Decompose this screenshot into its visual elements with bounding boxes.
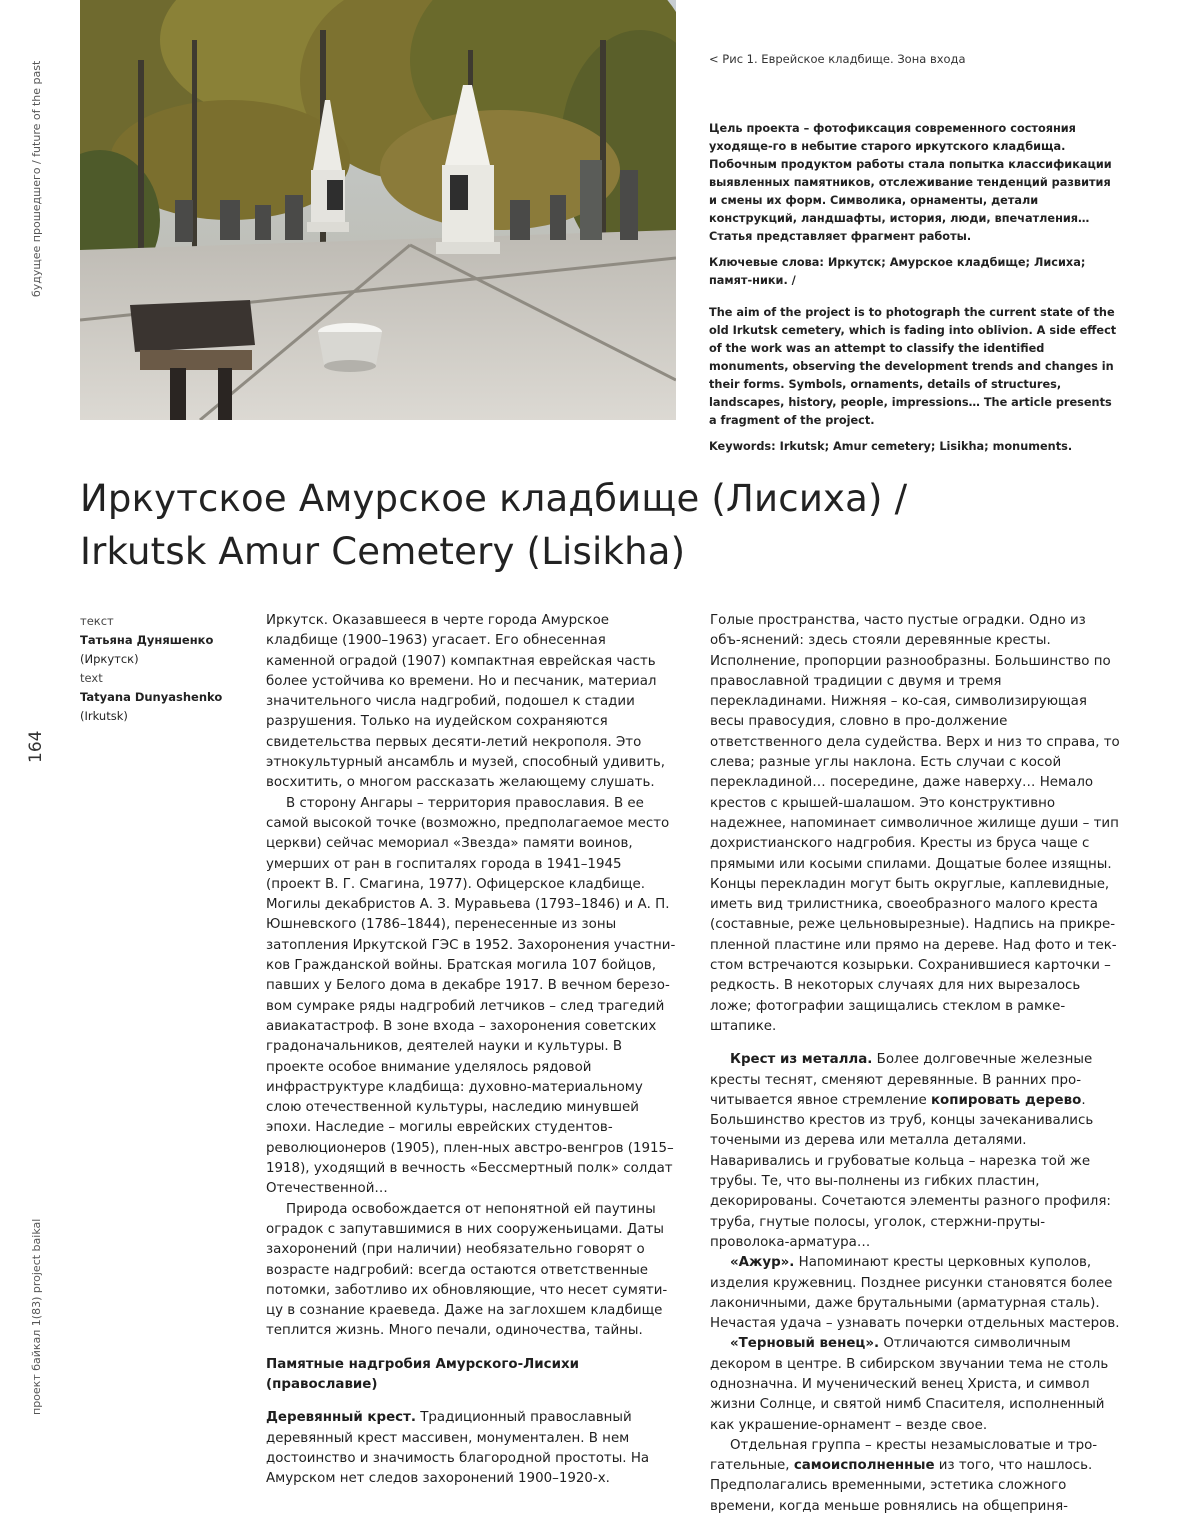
author-credits bbox=[80, 612, 222, 726]
keywords-ru: Ключевые слова: Иркутск; Амурское кладбище; Лисиха; памят-ники. / bbox=[709, 256, 1086, 287]
author-name-ru: Татьяна Дуняшенко bbox=[80, 633, 214, 647]
paragraph-lead: «Ажур». bbox=[730, 1255, 795, 1271]
abstract bbox=[709, 120, 1121, 456]
paragraph: Отдельная группа – кресты незамысловатые и тро-гательные, самоисполненные из того, что нашлось. Предполагались временными, эстетика сложного времени, когда меньше ровнялись на общеприня- bbox=[710, 1437, 1098, 1514]
section-subheading: Памятные надгробия Амурского-Лисихи (православие) bbox=[266, 1356, 579, 1392]
body-column-2 bbox=[710, 611, 1120, 1517]
abstract-ru: Цель проекта – фотофиксация современного состояния уходяще-го в небытие старого иркутского кладбища. Побочным продуктом работы стала попытка классификации выявленных памятников, отслеживание тенденций развития и смены их форм. Символика, орнаменты, детали конструкций, ландшафты, история, люди, впечатления… Статья представляет фрагмент работы. bbox=[709, 122, 1112, 243]
keywords-en: Keywords: Irkutsk; Amur cemetery; Lisikha; monuments. bbox=[709, 440, 1073, 453]
abstract-en: The aim of the project is to photograph the current state of the old Irkutsk cemetery, which is fading into oblivion. A side effect of the work was an attempt to classify the identified monuments, observing the development trends and changes in their forms. Symbols, ornaments, details of structures, landscapes, history, people, impressions… The article presents a fragment of the project. bbox=[709, 306, 1117, 427]
paragraph: «Ажур». Напоминают кресты церковных куполов, изделия кружевниц. Позднее рисунки становятся более лаконичными, даже брутальными (арматурная сталь). Нечастая удача – узнавать почерки отдельных мастеров. bbox=[710, 1255, 1120, 1332]
article-title bbox=[80, 472, 907, 578]
paragraph: Деревянный крест. Традиционный православный деревянный крест массивен, монументален. В нем достоинство и значимость благородной простоты. На Амурском нет следов захоронений 1900–1920-х. bbox=[266, 1410, 650, 1487]
paragraph: В сторону Ангары – территория православия. В ее самой высокой точке (возможно, предполагаемое место церкви) сейчас мемориал «Звезда» памяти воинов, умерших от ран в госпиталях города в 1941–1945 (проект В. Г. Смагина, 1977). Офицерское кладбище. Могилы декабристов А. З. Муравьева (1793–1846) и А. П. Юшневского (1786–1844), перенесенные из зоны затопления Иркутской ГЭС в 1952. Захоронения участни-ков Гражданской войны. Братская могила 107 бойцов, павших у Белого дома в декабре 1917. В вечном березо-вом сумраке ряды надгробий летчиков – след трагедий авиакатастроф. В зоне входа – захоронения советских градоначальников, деятелей науки и культуры. В проекте особое внимание уделялось рядовой инфраструктуре кладбища: духовно-материальному слою отечественной культуры, наследию минувшей эпохи. Наследие – могилы еврейских студентов-революционеров (1905), плен-ных австро-венгров (1915–1918), уходящий в вечность «Бессмертный полк» солдат Отечественной… bbox=[266, 795, 676, 1197]
journal-issue-label: проект байкал 1(83) project baikal bbox=[30, 1218, 43, 1415]
body-column-1 bbox=[266, 611, 676, 1489]
credit-label-en: text bbox=[80, 671, 103, 685]
paragraph-lead: Крест из металла. bbox=[730, 1052, 873, 1068]
figure-caption: < Рис 1. Еврейское кладбище. Зона входа bbox=[709, 52, 966, 66]
page-number: 164 bbox=[26, 730, 46, 763]
title-en: Irkutsk Amur Cemetery (Lisikha) bbox=[80, 530, 686, 573]
paragraph: Иркутск. Оказавшееся в черте города Амурское кладбище (1900–1963) угасает. Его обнесенная каменной оградой (1907) компактная еврейская часть более устойчива ко времени. Но и песчаник, материал значительного числа надгробий, подошел к стадии разрушения. Только на иудейском сохраняются свидетельства первых десяти-летий некрополя. Это этнокультурный ансамбль и музей, способный удивить, восхитить, о многом рассказать желающему слушать. bbox=[266, 613, 666, 791]
paragraph-lead: «Терновый венец». bbox=[730, 1336, 880, 1352]
author-name-en: Tatyana Dunyashenko bbox=[80, 690, 223, 704]
paragraph: Голые пространства, часто пустые оградки. Одно из объ-яснений: здесь стояли деревянные кресты. Исполнение, пропорции разнообразны. Большинство по православной традиции с двумя и тремя перекладинами. Нижняя – ко-сая, символизирующая весы правосудия, словно в про-должение ответственного дела судейства. Верх и низ то справа, то слева; разные углы наклона. Есть случаи с косой перекладиной… посередине, даже наверху… Немало крестов с крышей-шалашом. Это конструктивно надежнее, напоминает символичное жилище души – тип дохристианского надгробия. Кресты из бруса чаще с прямыми или косыми спилами. Дощатые более изящны. Концы перекладин могут быть округлые, каплевидные, иметь вид трилистника, своеобразного малого креста (составные, реже цельновырезные). Надпись на прикре-пленной пластине или прямо на дереве. Над фото и тек-стом встречаются козырьки. Сохранившиеся карточки – редкость. В некоторых случаях для них вырезалось ложе; фотографии защищались стеклом в рамке-штапике. bbox=[710, 613, 1120, 1034]
running-head-section: будущее прошедшего / future of the past bbox=[30, 60, 43, 297]
paragraph: Природа освобождается от непонятной ей паутины оградок с запутавшимися в них сооруженьицами. Даты захоронений (при наличии) необязательно говорят о возрасте надгробий: всегда остаются ответственные потомки, заботливо их обновляющие, что несет сумяти-цу в сознание краеведа. Даже на заглохшем кладбище теплится жизнь. Много печали, одиночества, тайны. bbox=[266, 1201, 668, 1339]
paragraph-lead: Деревянный крест. bbox=[266, 1410, 416, 1426]
author-city-ru: (Иркутск) bbox=[80, 652, 139, 666]
cemetery-entrance-photo bbox=[80, 0, 676, 420]
paragraph: «Терновый венец». Отличаются символичным декором в центре. В сибирском звучании тема не столь однозначна. И мученический венец Христа, и символ жизни Солнце, и святой нимб Спасителя, исполненный как украшение-орнамент – везде свое. bbox=[710, 1336, 1109, 1433]
round-stone bbox=[318, 323, 382, 372]
paragraph: Крест из металла. Более долговечные железные кресты теснят, сменяют деревянные. В ранних про-читывается явное стремление копировать дерево. Большинство крестов из труб, концы зачеканивались точеными из дерева или металла деталями. Наваривались и грубоватые кольца – нарезка той же трубы. Те, что вы-полнены из гибких пластин, декорированы. Сочетаются элементы разного профиля: труба, гнутые полосы, уголок, стержни-пруты-проволока-арматура… bbox=[710, 1052, 1111, 1250]
author-city-en: (Irkutsk) bbox=[80, 709, 128, 723]
credit-label-ru: текст bbox=[80, 614, 114, 628]
title-ru: Иркутское Амурское кладбище (Лисиха) / bbox=[80, 477, 908, 520]
